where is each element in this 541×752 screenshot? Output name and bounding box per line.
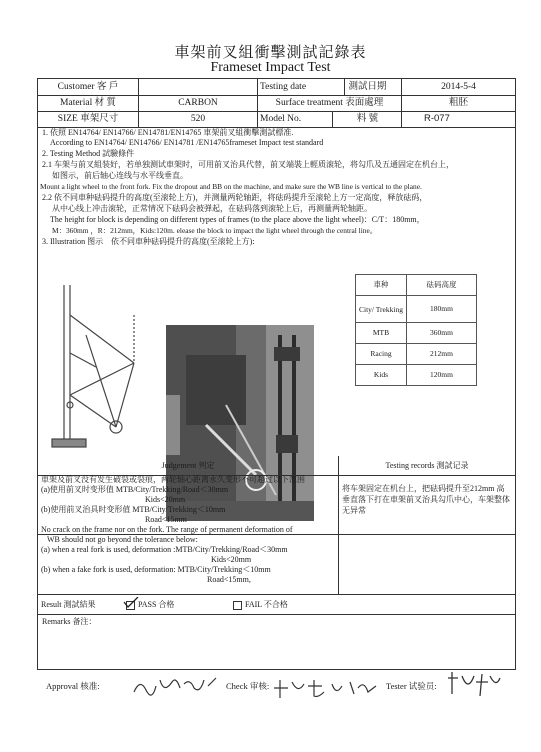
procedure-line-3: 2. Testing Method 試驗條件 [42,149,135,158]
criteria-line: (b) when a fake fork is used, deformation: MTB/City/Trekking＜10mm [41,565,271,574]
table-header-row [356,275,477,296]
criteria-line: WB should not go beyond the tolerance below: [47,535,198,544]
title-cn: 車架前叉組衝擊測試記錄表 [174,45,367,61]
criteria-line: No crack on the frame nor on the fork. The range of permanent deformation of [41,525,293,534]
procedure-line-10: M：360mm ，R：212mm，Kids:120m. elease the block to impact the light wheel through the central line。 [52,226,378,235]
model-value: R-077 [424,113,450,124]
procedure-line-6: Mount a light wheel to the front fork. Fix the dropout and BB on the machine, and make sure the WB line is vertical to the plane. [40,182,422,191]
procedure-line-12: 依不同車种砝码提升的高度(至滚轮上方): [111,237,255,246]
surface-label: Surface treatment 表面處理 [258,95,402,111]
procedure-line-2: According to EN14764/ EN14766/ EN14781 /EN14765frameset Impact test standard [50,138,324,147]
procedure-line-5: 如图示，前后轴心连线与水平线垂直。 [52,171,188,180]
criteria-line: Road<15mm, [207,575,251,584]
result-row [38,594,515,615]
procedure-line-8: 从中心线上冲击滚轮，正常情况下砝码会被弹起，在砝码落到滚轮上后，再测量两轮轴距。 [52,204,372,213]
pass-label: PASS 合格 [138,600,175,609]
table-cell-type: MTB [356,323,407,344]
table-row [356,365,477,386]
table-cell-type: Kids [356,365,407,386]
size-value: 520 [139,111,258,127]
approval-signature [130,672,220,700]
customer-label: Customer 客 戶 [38,79,139,95]
material-label: Material 材 質 [38,95,139,111]
fail-label: FAIL 不合格 [245,600,288,609]
surface-value: 粗胚 [448,98,468,108]
model-cn: 料 號 [334,111,402,127]
judgement-criteria [41,475,305,585]
table-cell-height: 180mm [407,296,477,323]
criteria-line: (a)使用前叉时变形值 MTB/City/Trekking/Road＜30mm [41,485,229,494]
procedure-line-1: 1. 依照 EN14764/ EN14766/ EN14781/EN14765 車架前叉組衝擊測試標准. [42,128,294,137]
records-label: Testing records 測試记录 [385,461,469,470]
testing-record-text: 将车架固定在机台上，把砝码提升至212mm 高垂直落下打在車架前叉治具勾爪中心，车架整体无异常 [342,484,510,515]
pass-checkbox[interactable] [126,601,135,610]
fail-checkbox[interactable] [233,601,242,610]
title-en: Frameset Impact Test [210,60,331,75]
criteria-line: Kids<20mm [145,495,186,504]
column-divider [338,475,339,594]
table-row [356,344,477,365]
header-row-size [38,111,515,128]
judgement-header-row [38,456,515,476]
tester-label: Tester 试验员: [386,681,437,691]
criteria-line: 車架及前叉没有发生破裂或裂痕，两轮轴心距离永久变形不可超过以下范围 [41,475,305,484]
criteria-line: Road<15mm [145,515,187,524]
table-cell-height: 120mm [407,365,477,386]
pass-option[interactable] [126,595,174,614]
procedure-line-4: 2.1 车架与前叉組装好，若单独测试車架时，可用前叉治具代替，前叉端裝上輕质滚轮，将勾爪及五通固定在机台上， [42,160,454,169]
testing-date-cn: 測試日期 [334,79,402,95]
criteria-line: (a) when a real fork is used, deformation :MTB/City/Trekking/Road＜30mm [41,545,288,554]
procedure-line-7: 2.2 依不同車种砝码提升的高度(至滚轮上方)，并测量两轮轴距，将砝码提升至滚轮上方一定高度，释放砝码， [42,193,428,202]
fork-diagram [46,275,156,455]
testing-date-value: 2014-5-4 [441,82,476,92]
model-label: Model No. [258,111,333,127]
table-cell-type: City/ Trekking [356,296,407,323]
approval-label: Approval 核准: [46,681,100,691]
criteria-line: (b)使用前叉治具时变形值 MTB/City/Trekking＜10mm [41,505,226,514]
result-label: Result 測試結果 [41,600,96,609]
testing-date-label: Testing date [258,79,345,95]
check-mark-icon [123,597,139,609]
material-value: CARBON [139,95,258,111]
table-row [356,323,477,344]
size-label: SIZE 車架尺寸 [38,111,139,127]
check-label: Check 审核: [226,681,270,691]
fail-option[interactable] [233,595,288,614]
header-row-customer [38,79,515,96]
table-cell-height: 360mm [407,323,477,344]
procedure-line-11: 3. Illustration 图示 [42,237,104,246]
judgement-label: Judgement 判定 [38,456,339,475]
table-header-height: 砝码高度 [407,275,477,296]
procedure-line-9: The height for block is depending on different types of frames (to the place above the light wheel)：C/T：180mm， [50,215,425,224]
table-cell-height: 212mm [407,344,477,365]
criteria-line: Kids<20mm [211,555,252,564]
table-cell-type: Racing [356,344,407,365]
header-row-material [38,95,515,112]
remarks-label: Remarks 备注： [42,617,97,626]
test-sheet [37,78,516,670]
table-header-type: 車种 [356,275,407,296]
drop-height-table [355,274,477,386]
check-signature [270,674,380,702]
customer-value [139,79,258,95]
table-row [356,296,477,323]
tester-signature [444,668,504,700]
